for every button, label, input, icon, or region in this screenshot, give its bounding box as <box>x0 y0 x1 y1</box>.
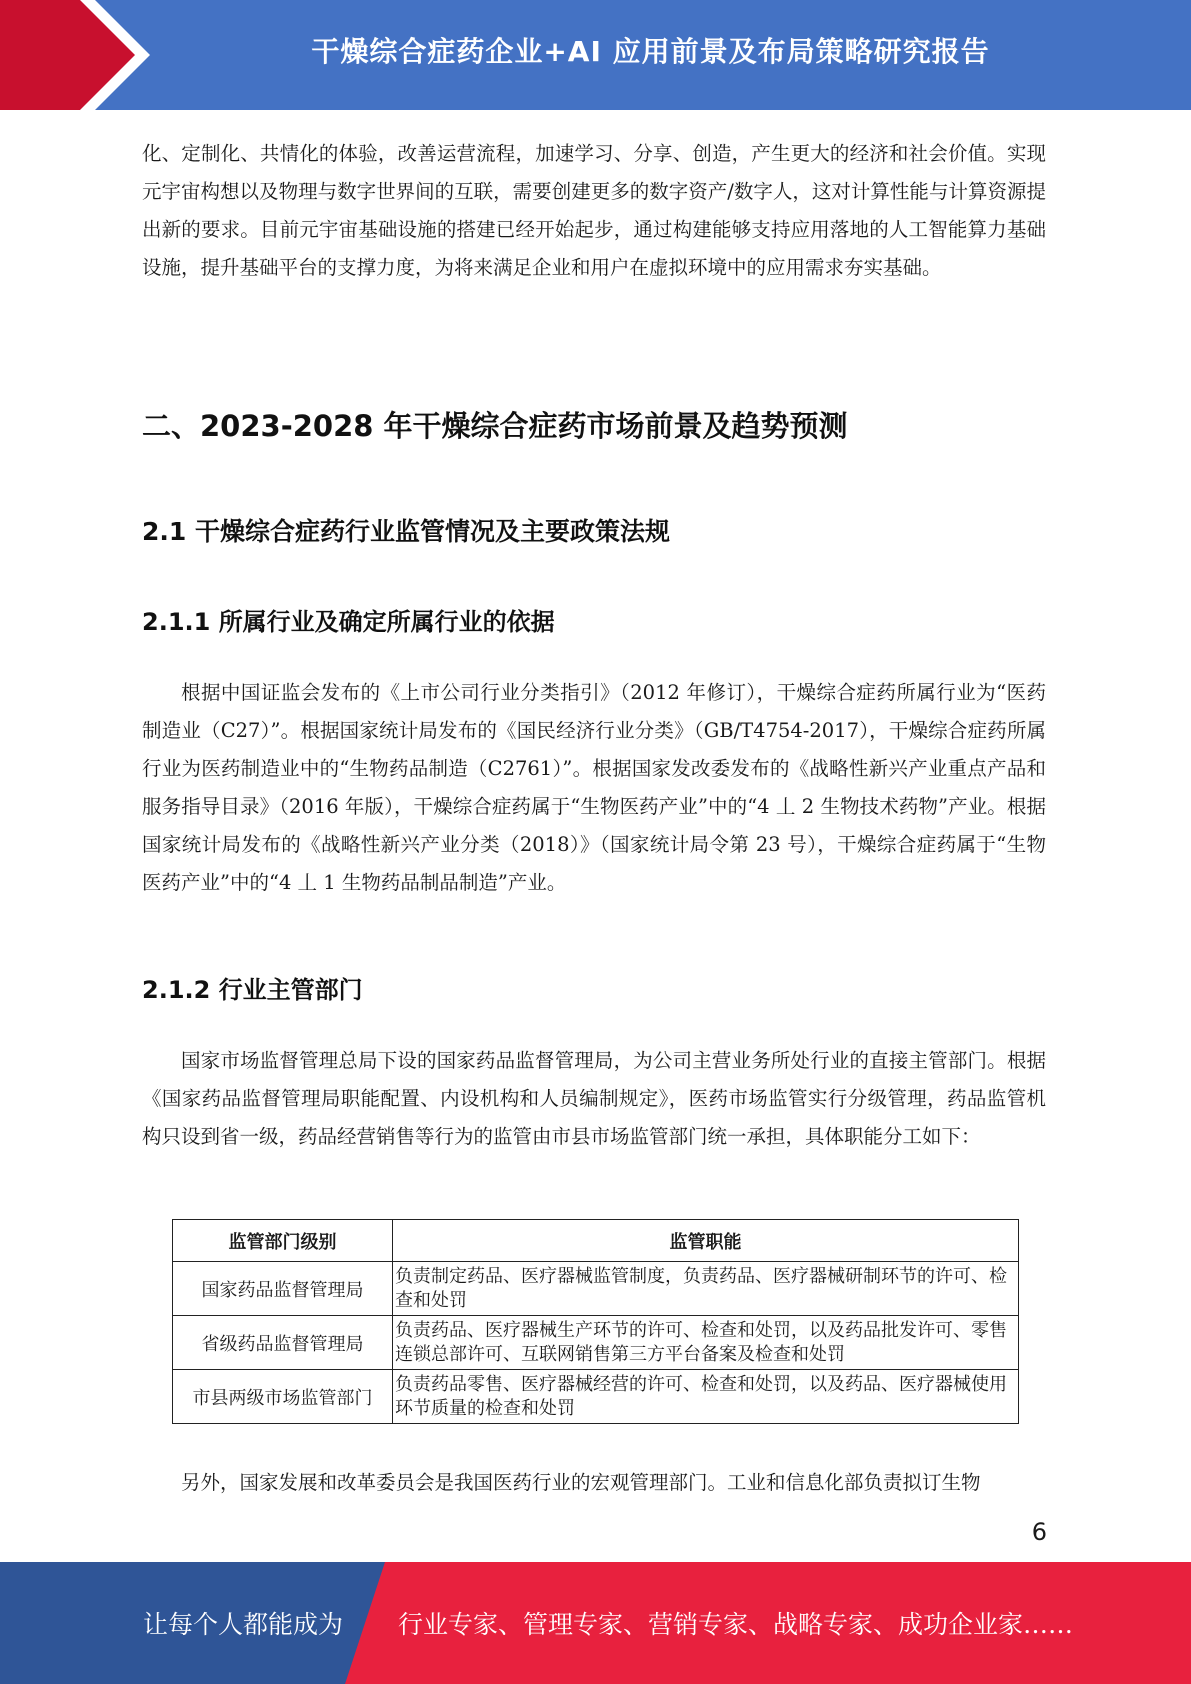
industry-classification-paragraph: 根据中国证监会发布的《上市公司行业分类指引》（2012 年修订），干燥综合症药所属行业为“医药制造业（C27）”。根据国家统计局发布的《国民经济行业分类》（GB/T4754-2017），干燥综合症药所属行业为医药制造业中的“生物药品制造（C2761）”。根据国家发改委发布的《战略性新兴产业重点产品和服务指导目录》（2016 年版），干燥综合症药属于“生物医药产业”中的“4 丄 2 生物技术药物”产业。根据国家统计局发布的《战略性新兴产业分类（2018）》（国家统计局令第 23 号），干燥综合症药属于“生物医药产业”中的“4 丄 1 生物药品制品制造”产业。 <box>142 681 1046 894</box>
report-title: 干燥综合症药企业+AI 应用前景及布局策略研究报告 <box>311 35 990 68</box>
closing-paragraph: 另外，国家发展和改革委员会是我国医药行业的宏观管理部门。工业和信息化部负责拟订生物 <box>181 1471 981 1494</box>
subsection-heading: 2.1 干燥综合症药行业监管情况及主要政策法规 <box>142 517 670 546</box>
table-header-row <box>173 1220 1019 1262</box>
section-heading: 二、2023-2028 年干燥综合症药市场前景及趋势预测 <box>142 409 848 443</box>
header-chevron-decoration <box>0 0 170 110</box>
table-cell-level: 国家药品监督管理局 <box>173 1262 393 1316</box>
table-row <box>173 1316 1019 1370</box>
regulation-table <box>172 1219 1019 1424</box>
subsubsection-heading-2-1-1: 2.1.1 所属行业及确定所属行业的依据 <box>142 608 555 636</box>
page-header <box>0 0 1191 110</box>
table-row <box>173 1262 1019 1316</box>
subsubsection-heading-2-1-2: 2.1.2 行业主管部门 <box>142 976 363 1004</box>
table-cell-level: 市县两级市场监管部门 <box>173 1370 393 1424</box>
page-number: 6 <box>1031 1518 1047 1546</box>
table-cell-duty: 负责制定药品、医疗器械监管制度，负责药品、医疗器械研制环节的许可、检查和处罚 <box>393 1262 1019 1316</box>
table-cell-duty: 负责药品、医疗器械生产环节的许可、检查和处罚，以及药品批发许可、零售连锁总部许可、互联网销售第三方平台备案及检查和处罚 <box>393 1316 1019 1370</box>
table-cell-duty: 负责药品零售、医疗器械经营的许可、检查和处罚，以及药品、医疗器械使用环节质量的检查和处罚 <box>393 1370 1019 1424</box>
footer-slogan-right: 行业专家、管理专家、营销专家、战略专家、成功企业家…… <box>398 1610 1074 1639</box>
table-cell-level: 省级药品监督管理局 <box>173 1316 393 1370</box>
column-header-level: 监管部门级别 <box>173 1220 393 1262</box>
intro-paragraph: 化、定制化、共情化的体验，改善运营流程，加速学习、分享、创造，产生更大的经济和社会价值。实现元宇宙构想以及物理与数字世界间的互联，需要创建更多的数字资产/数字人，这对计算性能与计算资源提出新的要求。目前元宇宙基础设施的搭建已经开始起步，通过构建能够支持应用落地的人工智能算力基础设施，提升基础平台的支撑力度，为将来满足企业和用户在虚拟环境中的应用需求夯实基础。 <box>142 142 1046 279</box>
table-row <box>173 1370 1019 1424</box>
column-header-duty: 监管职能 <box>393 1220 1019 1262</box>
regulator-paragraph: 国家市场监督管理总局下设的国家药品监督管理局，为公司主营业务所处行业的直接主管部门。根据《国家药品监督管理局职能配置、内设机构和人员编制规定》，医药市场监管实行分级管理，药品监管机构只设到省一级，药品经营销售等行为的监管由市县市场监管部门统一承担，具体职能分工如下： <box>142 1049 1046 1148</box>
footer-slogan-left: 让每个人都能成为 <box>143 1610 344 1639</box>
page-footer <box>0 1562 1191 1684</box>
